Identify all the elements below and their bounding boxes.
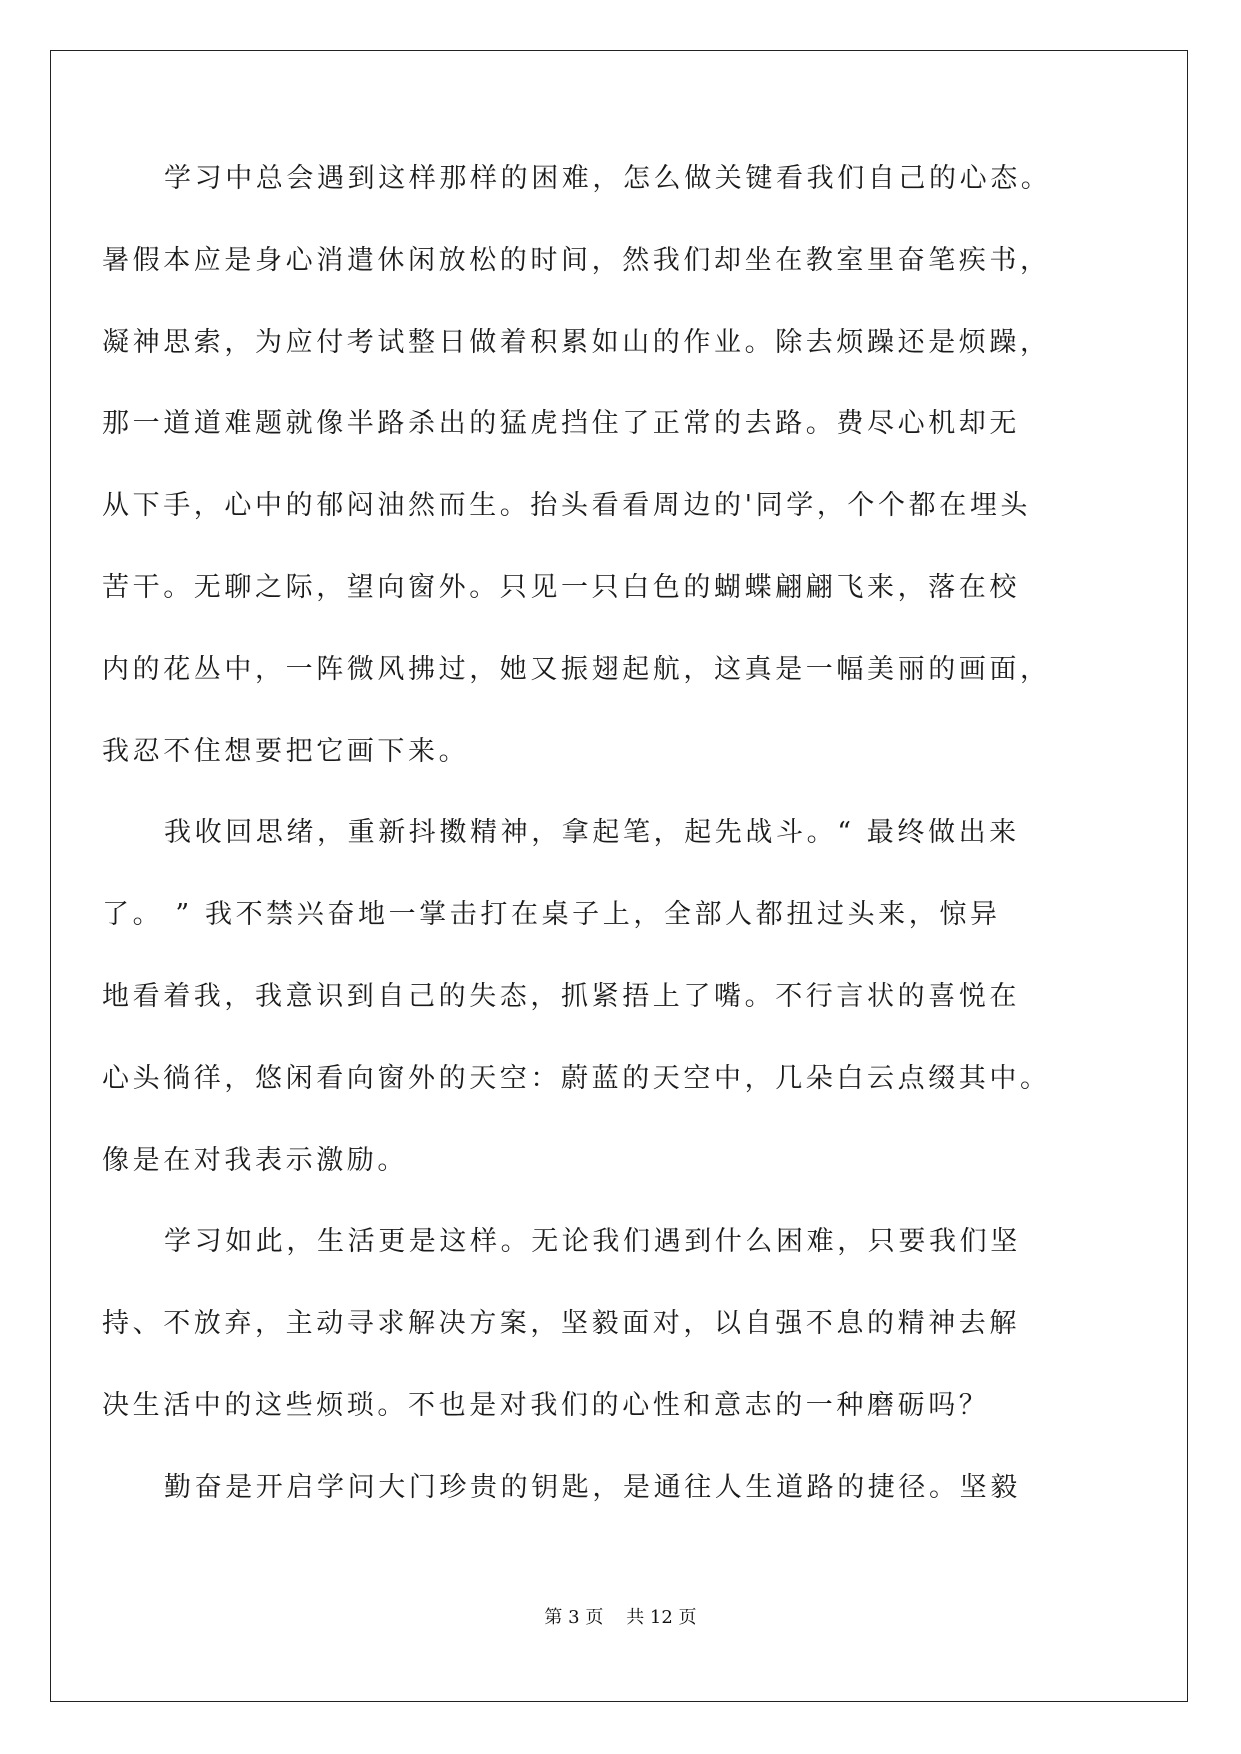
text-line: 持、不放弃，主动寻求解决方案，坚毅面对，以自强不息的精神去解: [102, 1308, 1020, 1340]
text-line: 地看着我，我意识到自己的失态，抓紧捂上了嘴。不行言状的喜悦在: [102, 980, 1020, 1012]
paragraph-2: [102, 792, 1122, 1201]
text-line: 那一道道难题就像半路杀出的猛虎挡住了正常的去路。费尽心机却无: [102, 408, 1020, 440]
page-number-footer: 第 3 页 共 12 页: [544, 1607, 697, 1628]
text-line: 内的花丛中，一阵微风拂过，她又振翅起航，这真是一幅美丽的画面，: [102, 653, 1051, 685]
text-line: 心头徜徉，悠闲看向窗外的天空：蔚蓝的天空中，几朵白云点缀其中。: [102, 1062, 1051, 1094]
text-line: 我忍不住想要把它画下来。: [102, 735, 470, 767]
text-line: 决生活中的这些烦琐。不也是对我们的心性和意志的一种磨砺吗？: [102, 1389, 990, 1421]
text-line: 了。 ” 我不禁兴奋地一掌击打在桌子上，全部人都扭过头来，惊异: [102, 899, 1001, 931]
text-line: 苦干。无聊之际，望向窗外。只见一只白色的蝴蝶翩翩飞来，落在校: [102, 571, 1020, 603]
text-line: 像是在对我表示激励。: [102, 1144, 408, 1176]
text-line: 我收回思绪，重新抖擞精神，拿起笔，起先战斗。“ 最终做出来: [164, 817, 1020, 849]
text-line: 学习中总会遇到这样那样的困难，怎么做关键看我们自己的心态。: [164, 163, 1052, 194]
text-line: 凝神思索，为应付考试整日做着积累如山的作业。除去烦躁还是烦躁，: [102, 326, 1051, 358]
paragraph-4: [102, 1447, 1122, 1529]
text-line: 勤奋是开启学问大门珍贵的钥匙，是通往人生道路的捷径。坚毅: [164, 1471, 1021, 1503]
text-line: 暑假本应是身心消遣休闲放松的时间，然我们却坐在教室里奋笔疾书，: [102, 244, 1051, 276]
paragraph-3: [102, 1201, 1122, 1446]
text-line: 学习如此，生活更是这样。无论我们遇到什么困难，只要我们坚: [164, 1226, 1021, 1258]
document-body: [102, 138, 1122, 1529]
paragraph-1: [102, 138, 1122, 792]
text-line: 从下手，心中的郁闷油然而生。抬头看看周边的'同学，个个都在埋头: [102, 490, 1032, 522]
